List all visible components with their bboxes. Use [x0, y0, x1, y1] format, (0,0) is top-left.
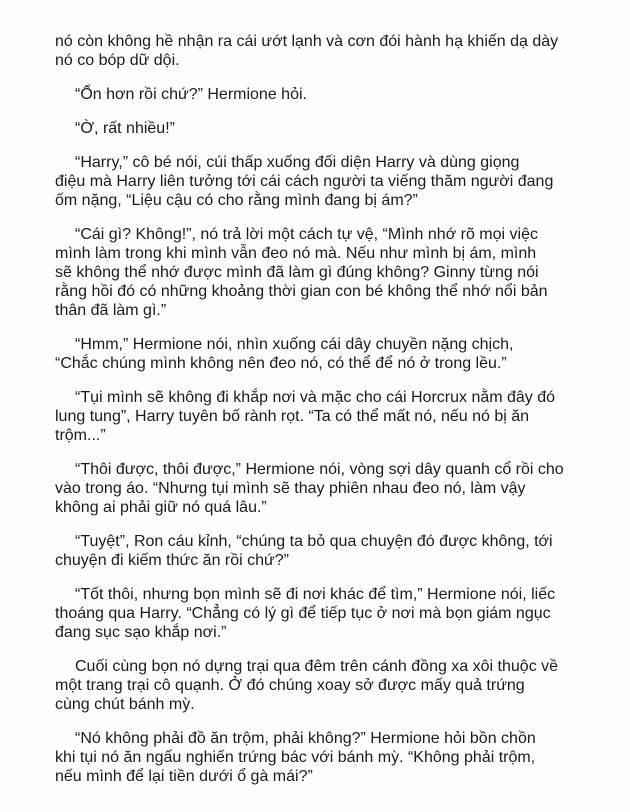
paragraph: “Ờ, rất nhiều!” [75, 120, 175, 137]
paragraph: “Harry,” cô bé nói, cúi thấp xuống đối diện Harry và dùng giọng điệu mà Harry liên tưởng tới cái cách người ta viếng thăm người đang ốm nặng, “Liệu cậu có cho rằng mình đang bị ám?” [55, 154, 554, 209]
paragraph: nó còn không hề nhận ra cái ướt lạnh và cơn đói hành hạ khiến dạ dày nó co bóp dữ dội. [55, 33, 559, 69]
paragraph: “Cái gì? Không!”, nó trả lời một cách tự vệ, “Mình nhớ rõ mọi việc mình làm trong khi mình vẫn đeo nó mà. Nếu như mình bị ám, mình sẽ không thể nhớ được mình đã làm gì đúng không? Ginny từng nói rằng hồi đó có những khoảng thời gian con bé không thể nhớ nổi bản thân đã làm gì.” [55, 226, 548, 319]
paragraph: “Tuyệt”, Ron cáu kỉnh, “chúng ta bỏ qua chuyện đó được không, tới chuyện đi kiếm thức ăn rồi chứ?” [55, 533, 553, 569]
paragraph: “Thôi được, thôi được,” Hermione nói, vòng sợi dây quanh cổ rồi cho vào trong áo. “Nhưng tụi mình sẽ thay phiên nhau đeo nó, làm vậy không ai phải giữ nó quá lâu.” [55, 461, 564, 516]
paragraph: “Ổn hơn rồi chứ?” Hermione hỏi. [75, 86, 307, 103]
paragraph: “Tụi mình sẽ không đi khắp nơi và mặc cho cái Horcrux nằm đây đó lung tung”, Harry tuyên bố rành rọt. “Ta có thể mất nó, nếu nó bị ăn trộm...” [55, 389, 556, 444]
paragraph: “Hmm,” Hermione nói, nhìn xuống cái dây chuyền nặng chịch, “Chắc chúng mình không nên đeo nó, có thể để nó ở trong lều.” [55, 336, 514, 372]
paragraph: Cuối cùng bọn nó dựng trại qua đêm trên cánh đồng xa xôi thuộc về một trang trại cô quạnh. Ở đó chúng xoay sở được mấy quả trứng cùng chút bánh mỳ. [55, 658, 559, 713]
page-text-column [55, 32, 615, 786]
paragraph: “Nó không phải đồ ăn trộm, phải không?” Hermione hỏi bồn chồn khi tụi nó ăn ngấu nghiến trứng bác với bánh mỳ. “Không phải trộm, nếu mình để lại tiền dưới ổ gà mái?” [55, 730, 536, 785]
paragraph: “Tốt thôi, nhưng bọn mình sẽ đi nơi khác để tìm,” Hermione nói, liếc thoáng qua Harry. “Chẳng có lý gì để tiếp tục ở nơi mà bọn giám ngục đang sục sạo khắp nơi.” [55, 586, 556, 641]
